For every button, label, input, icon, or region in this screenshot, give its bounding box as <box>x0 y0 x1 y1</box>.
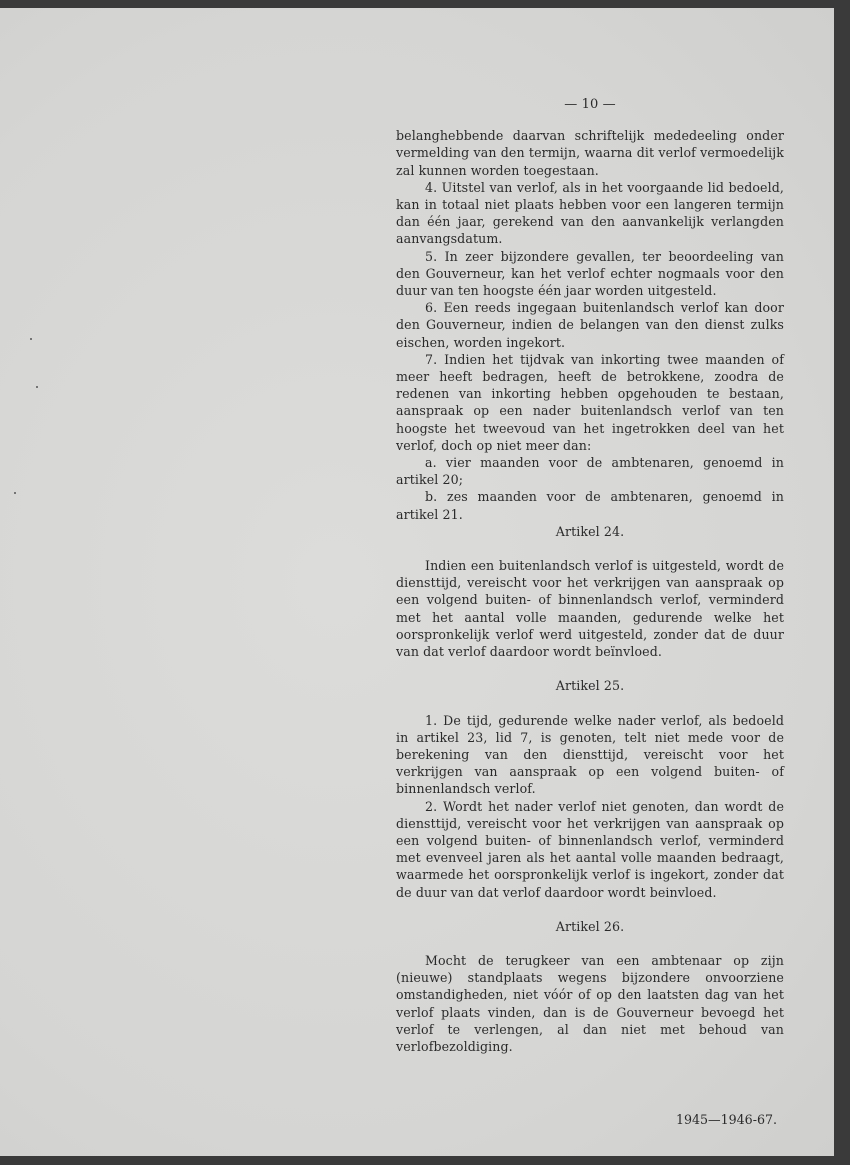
paper-speck <box>36 386 38 388</box>
article-25-heading: Artikel 25. <box>555 678 625 694</box>
scan-right-edge <box>834 0 850 1165</box>
article-26-heading: Artikel 26. <box>555 918 625 934</box>
scan-top-edge <box>0 0 850 8</box>
article-24-heading: Artikel 24. <box>555 523 625 539</box>
list-item-a: a. vier maanden voor de ambtenaren, genoemd in artikel 20; <box>396 455 784 488</box>
list-item-b: b. zes maanden voor de ambtenaren, genoemd in artikel 21. <box>396 489 784 522</box>
document-footer-code: 1945—1946-67. <box>676 1112 777 1127</box>
paragraph-lid-7: 7. Indien het tijdvak van inkorting twee maanden of meer heeft bedragen, heeft de betrokkene, zoodra de redenen van inkorting hebben opgehouden te bestaan, aanspraak op een nader buitenlandsch verlof van ten hoogste het tweevoud van het ingetrokken deel van het verlof, doch op niet meer dan: <box>396 351 784 453</box>
paper-speck <box>30 338 32 340</box>
paragraph-lid-6: 6. Een reeds ingegaan buitenlandsch verlof kan door den Gouverneur, indien de belangen van den dienst zulks eischen, worden ingekort. <box>396 300 784 350</box>
paragraph-continued: belanghebbende daarvan schriftelijk mededeeling onder vermelding van den termijn, waarna dit verlof vermoedelijk zal kunnen worden toegestaan. <box>396 128 784 178</box>
article-25-lid-1: 1. De tijd, gedurende welke nader verlof, als bedoeld in artikel 23, lid 7, is genoten, telt niet mede voor de berekening van den diensttijd, vereischt voor het verkrijgen van aanspraak op een volgend buiten- of binnenlandsch verlof. <box>396 712 784 797</box>
paragraph-lid-4: 4. Uitstel van verlof, als in het voorgaande lid bedoeld, kan in totaal niet plaats hebben voor een langeren termijn dan één jaar, gerekend van den aanvankelijk verlangden aanvangsdatum. <box>396 179 784 247</box>
text-column <box>396 96 784 1055</box>
article-26-paragraph: Mocht de terugkeer van een ambtenaar op zijn (nieuwe) standplaats wegens bijzondere onvoorziene omstandigheden, niet vóór of op den laatsten dag van het verlof plaats vinden, dan is de Gouverneur bevoegd het verlof te verlengen, al dan niet met behoud van verlofbezoldiging. <box>396 952 784 1054</box>
article-25-lid-2: 2. Wordt het nader verlof niet genoten, dan wordt de diensttijd, vereischt voor het verkrijgen van aanspraak op een volgend buiten- of binnenlandsch verlof, verminderd met evenveel jaren als het aantal volle maanden bedraagt, waarmede het oorspronkelijk verlof is ingekort, zonder dat de duur van dat verlof daardoor wordt beinvloed. <box>396 798 784 900</box>
article-24-paragraph: Indien een buitenlandsch verlof is uitgesteld, wordt de diensttijd, vereischt voor het verkrijgen van aanspraak op een volgend buiten- of binnenlandsch verlof, verminderd met het aantal volle maanden, gedurende welke het oorspronkelijk verlof werd uitgesteld, zonder dat de duur van dat verlof daardoor wordt beïnvloed. <box>396 558 784 660</box>
paper-speck <box>14 492 16 494</box>
scan-bottom-edge <box>0 1156 850 1165</box>
page-number: — 10 — <box>564 97 616 112</box>
paragraph-lid-5: 5. In zeer bijzondere gevallen, ter beoordeeling van den Gouverneur, kan het verlof echter nogmaals voor den duur van ten hoogste één jaar worden uitgesteld. <box>396 248 784 299</box>
